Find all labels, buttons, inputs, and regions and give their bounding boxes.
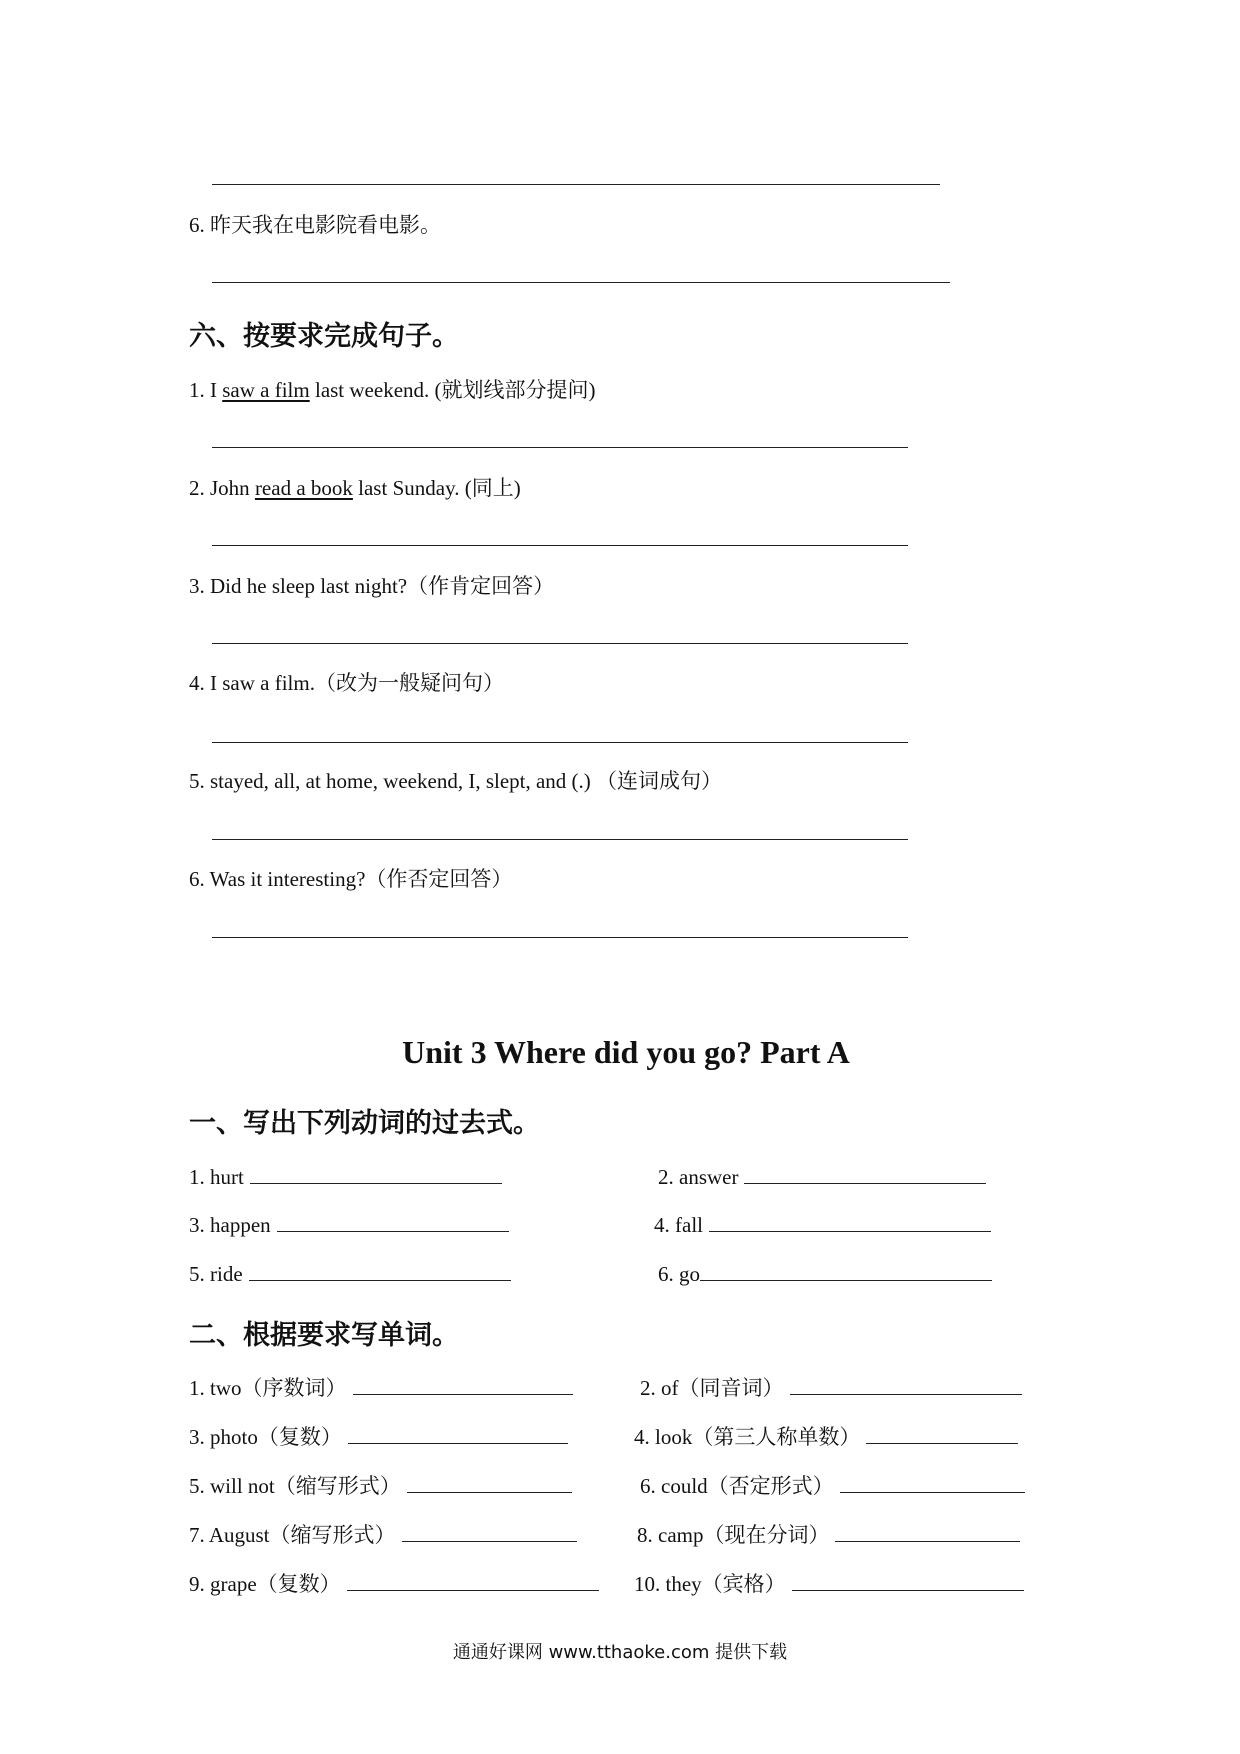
- answer-line[interactable]: [212, 643, 908, 644]
- section6-question-5: 5. stayed, all, at home, weekend, I, slept, and (.) （连词成句）: [189, 769, 723, 793]
- answer-blank[interactable]: [353, 1374, 573, 1395]
- question-text: last weekend. (就划线部分提问): [309, 378, 596, 402]
- word-item-1: [189, 1374, 573, 1401]
- section-heading-1: 一、写出下列动词的过去式。: [189, 1108, 540, 1139]
- verb-item-3: [189, 1211, 509, 1238]
- section6-question-4: 4. I saw a film.（改为一般疑问句）: [189, 671, 504, 695]
- question-text: 1. I: [189, 378, 223, 402]
- answer-blank[interactable]: [790, 1374, 1022, 1395]
- answer-line[interactable]: [212, 742, 908, 743]
- answer-line[interactable]: [212, 545, 908, 546]
- verb-item-5: [189, 1260, 511, 1287]
- verb-item-6: [658, 1260, 992, 1287]
- answer-blank[interactable]: [835, 1521, 1020, 1542]
- answer-line[interactable]: [212, 839, 908, 840]
- item-label: 8. camp（现在分词）: [637, 1523, 830, 1547]
- answer-blank[interactable]: [402, 1521, 577, 1542]
- item-label: 9. grape（复数）: [189, 1572, 341, 1596]
- answer-line[interactable]: [212, 447, 908, 448]
- item-label: 5. will not（缩写形式）: [189, 1474, 401, 1498]
- answer-blank[interactable]: [709, 1211, 991, 1232]
- section6-question-6: 6. Was it interesting?（作否定回答）: [189, 867, 513, 891]
- question-text: last Sunday. (同上): [352, 476, 521, 500]
- answer-blank[interactable]: [792, 1570, 1024, 1591]
- item-label: 1. hurt: [189, 1165, 244, 1189]
- answer-blank[interactable]: [407, 1472, 572, 1493]
- question-text: 2. John: [189, 476, 255, 500]
- answer-line[interactable]: [212, 282, 950, 283]
- section-heading-2: 二、根据要求写单词。: [189, 1320, 459, 1351]
- item-label: 2. of（同音词）: [640, 1376, 784, 1400]
- item-label: 2. answer: [658, 1165, 739, 1189]
- word-item-5: [189, 1472, 572, 1499]
- word-item-6: [640, 1472, 1025, 1499]
- item-label: 7. August（缩写形式）: [189, 1523, 396, 1547]
- answer-blank[interactable]: [744, 1163, 986, 1184]
- word-item-9: [189, 1570, 599, 1597]
- word-item-10: [634, 1570, 1024, 1597]
- answer-blank[interactable]: [277, 1211, 509, 1232]
- item-label: 4. fall: [654, 1213, 703, 1237]
- footer-credit: 通通好课网 www.tthaoke.com 提供下载: [452, 1642, 788, 1663]
- word-item-8: [637, 1521, 1020, 1548]
- question-6-translation: 6. 昨天我在电影院看电影。: [189, 213, 441, 237]
- item-label: 1. two（序数词）: [189, 1376, 347, 1400]
- answer-line[interactable]: [212, 937, 908, 938]
- section6-question-2: [189, 475, 521, 501]
- word-item-4: [634, 1423, 1018, 1450]
- item-label: 6. go: [658, 1262, 700, 1286]
- underlined-phrase: saw a film: [222, 378, 310, 402]
- item-label: 6. could（否定形式）: [640, 1474, 834, 1498]
- item-label: 10. they（宾格）: [634, 1572, 786, 1596]
- answer-blank[interactable]: [250, 1163, 502, 1184]
- item-label: 3. happen: [189, 1213, 271, 1237]
- answer-blank[interactable]: [249, 1260, 511, 1281]
- section6-question-1: [189, 377, 596, 403]
- underlined-phrase: read a book: [254, 476, 353, 500]
- section-heading-6: 六、按要求完成句子。: [189, 321, 459, 352]
- word-item-2: [640, 1374, 1022, 1401]
- unit-title: Unit 3 Where did you go? Part A: [402, 1034, 850, 1070]
- verb-item-4: [654, 1211, 991, 1238]
- answer-line[interactable]: [212, 184, 940, 185]
- item-label: 3. photo（复数）: [189, 1425, 342, 1449]
- answer-blank[interactable]: [840, 1472, 1025, 1493]
- answer-blank[interactable]: [700, 1260, 992, 1281]
- verb-item-2: [658, 1163, 986, 1190]
- answer-blank[interactable]: [348, 1423, 568, 1444]
- answer-blank[interactable]: [866, 1423, 1018, 1444]
- verb-item-1: [189, 1163, 502, 1190]
- item-label: 5. ride: [189, 1262, 243, 1286]
- word-item-7: [189, 1521, 577, 1548]
- answer-blank[interactable]: [347, 1570, 599, 1591]
- item-label: 4. look（第三人称单数）: [634, 1425, 861, 1449]
- word-item-3: [189, 1423, 568, 1450]
- section6-question-3: 3. Did he sleep last night?（作肯定回答）: [189, 574, 555, 598]
